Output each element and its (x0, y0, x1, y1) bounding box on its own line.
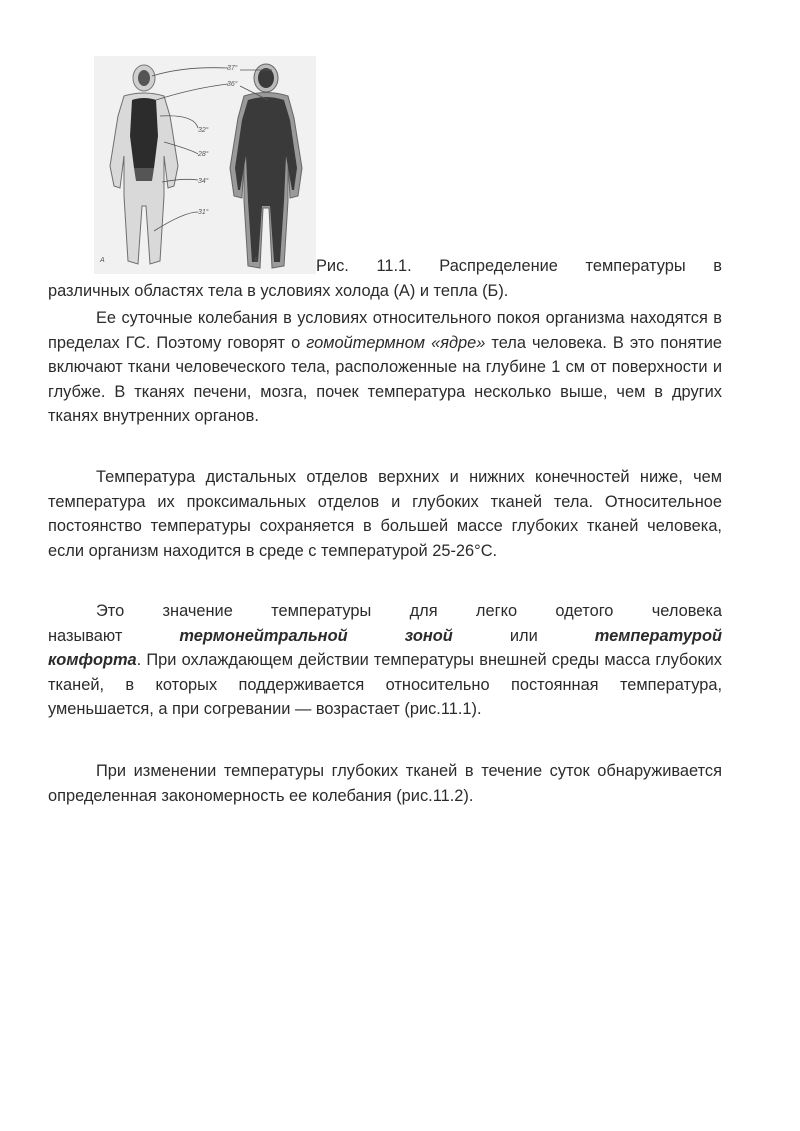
bold-term: температурой (594, 626, 722, 645)
paragraph-line (48, 624, 722, 649)
bold-term: зоной (404, 626, 453, 645)
body-b-silhouette (230, 64, 302, 268)
paragraph-text: тела человека. В это понятие включают ткани человеческого тела, расположенные на глубине 1 см от поверхности и глубже. В тканях печени, мозга, почек температура несколько выше, чем в других тканях внутренних органов. (48, 333, 722, 425)
word: называют (48, 626, 123, 645)
temp-label: 32° (198, 127, 209, 134)
panel-a-label: А (100, 257, 105, 264)
paragraph-line: Это значение температуры для легко одетого человека (96, 602, 722, 620)
figure-illustration (94, 56, 316, 274)
bold-term: термонейтральной (179, 626, 348, 645)
temp-label: 31° (198, 209, 209, 216)
figure-caption-line2: различных областях тела в условиях холода (А) и тепла (Б). (48, 282, 509, 300)
paragraph-comfort-zone (48, 599, 722, 722)
figure-caption-line1: Рис. 11.1. Распределение температуры в (316, 257, 722, 275)
temp-label: 28° (198, 151, 209, 158)
bold-term: комфорта (48, 651, 137, 669)
temp-label: 37° (227, 65, 238, 72)
word: или (509, 626, 538, 645)
temp-label: 36° (227, 81, 238, 88)
paragraph-daily-fluctuation: При изменении температуры глубоких тканей в течение суток обнаруживается определенная закономерность ее колебания (рис.11.2). (48, 762, 722, 805)
emphasis-term: гомойтермном «ядре» (306, 333, 486, 352)
paragraph-text (48, 648, 722, 722)
paragraph-text: . При охлаждающем действии температуры внешней среды масса глубоких тканей, в которых поддерживается относительно постоянная температура, уменьшается, а при согревании — возрастает (рис.11.1). (48, 651, 722, 718)
paragraph-distal-temperature: Температура дистальных отделов верхних и нижних конечностей ниже, чем температура их проксимальных отделов и глубоких тканей тела. Относительное постоянство температуры сохраняется в большей массе глубоких тканей человека, если организм находится в среде с температурой 25-26°С. (48, 468, 722, 560)
panel-b-label: Б (254, 257, 259, 264)
body-temperature-figure (94, 56, 316, 274)
temp-label: 34° (198, 178, 209, 185)
body-a-silhouette (99, 65, 178, 264)
paragraph-core-temperature (48, 306, 722, 429)
paragraph-text: Ее суточные колебания в условиях относительного покоя организма находятся в пределах ГС. Поэтому говорят о (48, 309, 722, 352)
temperature-labels (197, 64, 238, 216)
